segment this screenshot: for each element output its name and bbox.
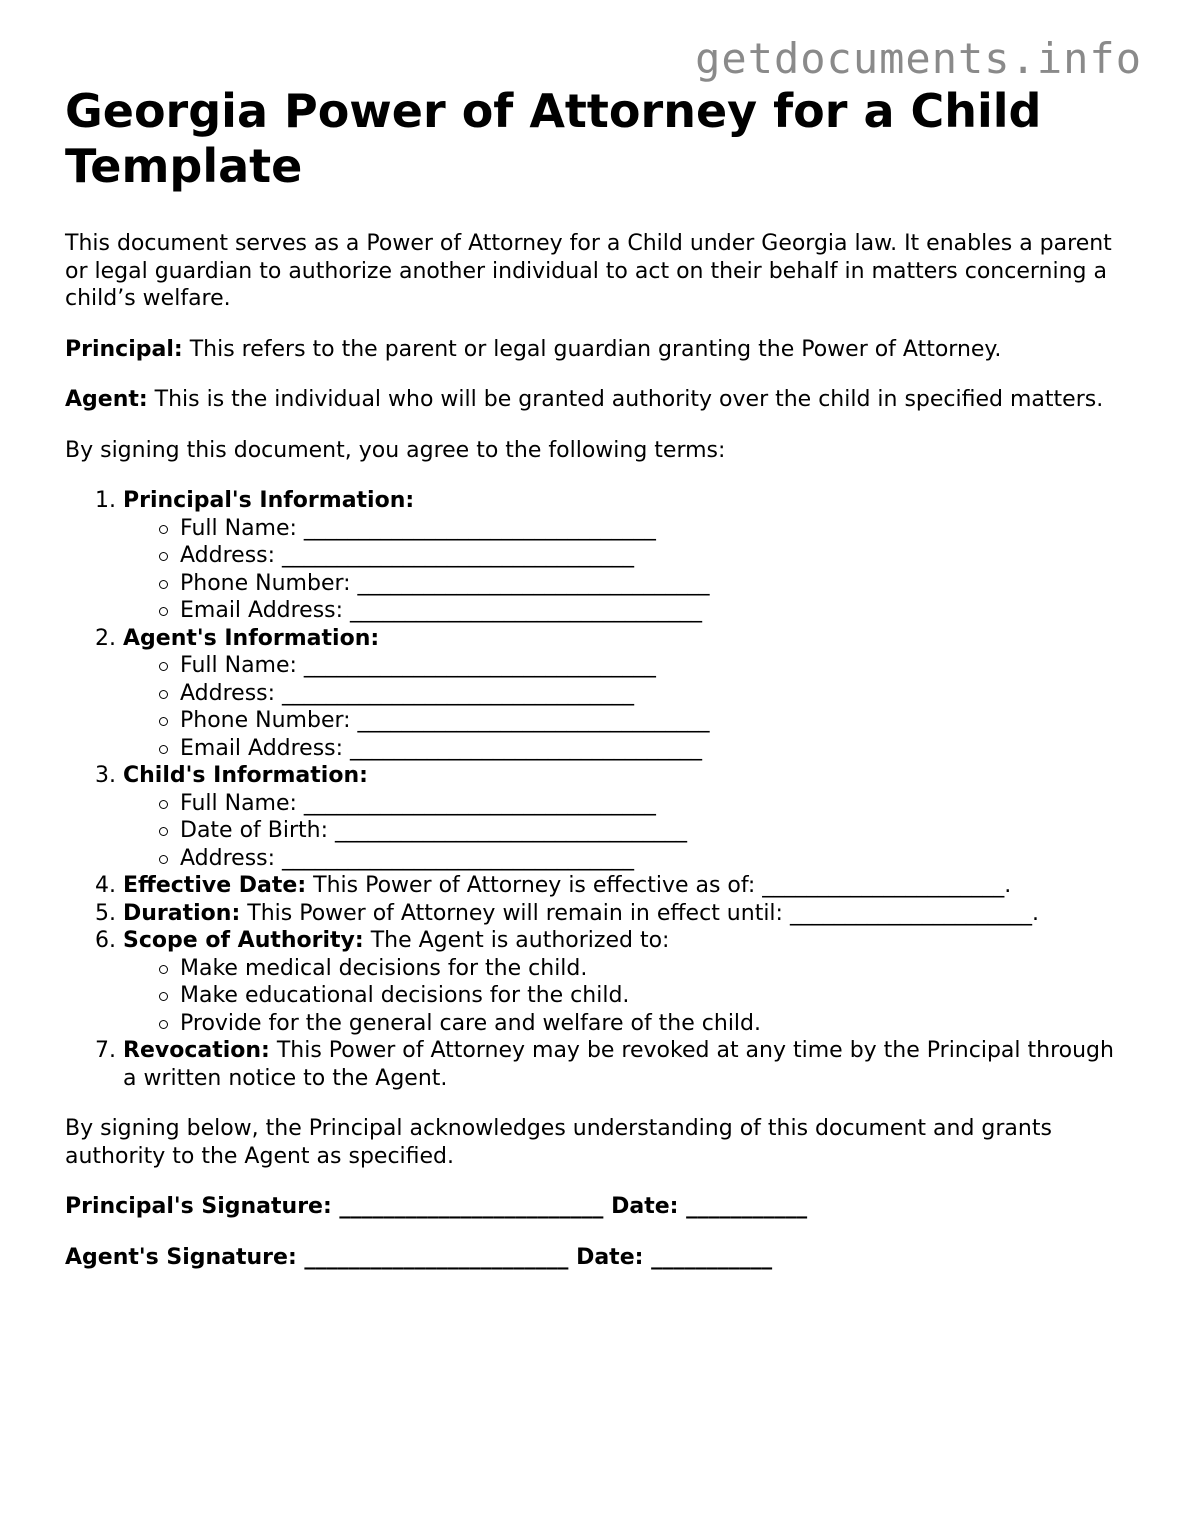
principal-definition-label: Principal: (65, 336, 183, 362)
principal-signature-line[interactable]: Principal's Signature: ________________________ Date: ___________ (65, 1194, 808, 1219)
scope-item: Make educational decisions for the child. (180, 982, 1125, 1010)
term-child-info (123, 762, 1125, 872)
principal-definition (65, 336, 1125, 364)
document-page (65, 84, 1125, 1294)
child-fields (123, 790, 1125, 873)
document-title: Georgia Power of Attorney for a Child Template (65, 84, 1042, 193)
principal-phone-field[interactable]: Phone Number: ________________________________ (180, 570, 1125, 598)
term-effective-date (123, 872, 1125, 900)
child-dob-field[interactable]: Date of Birth: ________________________________ (180, 817, 1125, 845)
agree-line: By signing this document, you agree to the following terms: (65, 437, 726, 463)
term-label: Scope of Authority: (123, 928, 364, 953)
term-principal-info (123, 487, 1125, 625)
term-agent-info (123, 625, 1125, 763)
effective-date-field[interactable]: This Power of Attorney is effective as of: ______________________. (306, 873, 1012, 898)
child-address-field[interactable]: Address: ________________________________ (180, 845, 1125, 873)
principal-full-name-field[interactable]: Full Name: ________________________________ (180, 515, 1125, 543)
watermark: getdocuments.info (695, 34, 1142, 83)
agent-definition-text: This is the individual who will be granted authority over the child in specified matters. (147, 387, 1104, 412)
agent-email-field[interactable]: Email Address: ________________________________ (180, 735, 1125, 763)
intro-paragraph: This document serves as a Power of Attorney for a Child under Georgia law. It enables a parent or legal guardian to authorize another individual to act on their behalf in matters concerning a child’s welfare. (65, 231, 1112, 311)
scope-items (123, 955, 1125, 1038)
scope-item: Provide for the general care and welfare of the child. (180, 1010, 1125, 1038)
principal-address-field[interactable]: Address: ________________________________ (180, 542, 1125, 570)
term-scope (123, 927, 1125, 1037)
term-label: Principal's Information: (123, 488, 415, 513)
agent-definition-label: Agent: (65, 387, 148, 412)
closing-paragraph: By signing below, the Principal acknowledges understanding of this document and grants authority to the Agent as specified. (65, 1116, 1052, 1169)
term-text: The Agent is authorized to: (363, 928, 670, 953)
term-label: Child's Information: (123, 763, 368, 788)
term-revocation (123, 1037, 1125, 1092)
term-label: Duration: (123, 900, 241, 926)
agent-definition (65, 386, 1125, 414)
term-label: Effective Date: (123, 873, 307, 898)
term-text: This Power of Attorney may be revoked at any time by the Principal through a written notice to the Agent. (123, 1038, 1114, 1091)
term-label: Agent's Information: (123, 625, 380, 651)
child-full-name-field[interactable]: Full Name: ________________________________ (180, 790, 1125, 818)
agent-address-field[interactable]: Address: ________________________________ (180, 680, 1125, 708)
agent-phone-field[interactable]: Phone Number: ________________________________ (180, 707, 1125, 735)
principal-definition-text: This refers to the parent or legal guardian granting the Power of Attorney. (182, 336, 1002, 362)
principal-fields (123, 515, 1125, 625)
scope-item: Make medical decisions for the child. (180, 955, 1125, 983)
agent-full-name-field[interactable]: Full Name: ________________________________ (180, 652, 1125, 680)
term-duration (123, 900, 1125, 928)
terms-list (65, 487, 1125, 1092)
principal-email-field[interactable]: Email Address: ________________________________ (180, 597, 1125, 625)
duration-field[interactable]: This Power of Attorney will remain in effect until: ______________________. (240, 900, 1039, 926)
agent-signature-line[interactable]: Agent's Signature: ________________________ Date: ___________ (65, 1244, 773, 1270)
term-label: Revocation: (123, 1038, 270, 1063)
agent-fields (123, 652, 1125, 762)
